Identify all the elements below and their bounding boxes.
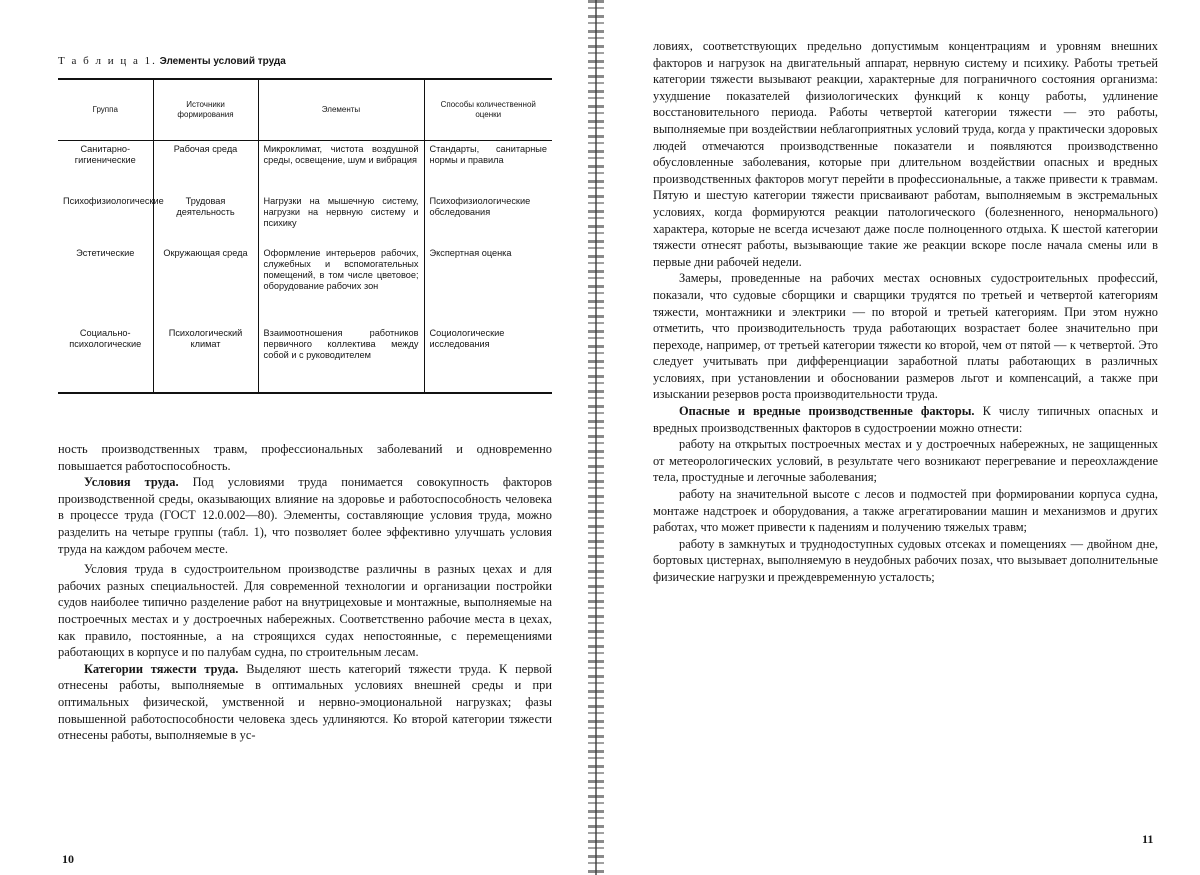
table-cell-method: Психофизиологические обследования (424, 193, 552, 245)
page-number: 10 (62, 852, 74, 866)
table-cell-method: Социологические исследования (424, 325, 552, 393)
table-cell-elements: Взаимоотношения работников первичного коллектива между собой и с руководителем (258, 325, 424, 393)
paragraph-text: К числу типичных опасных и вредных производственных факторов в судостроении можно отнести: (653, 404, 1158, 435)
paragraph: Замеры, проведенные на рабочих местах основных судостроительных профессий, показали, что судовые сборщики и сварщики трудятся по третьей и четвертой категориям тяжести, монтажники и электрики — по второй и третьей категориям. При этом нужно отметить, что производительность труда работающих возрастает более значительно при переходе, например, от третьей категории тяжести ко второй, чем от пятой — к четвертой. Это следует учитывать при дифференциации заработной платы работающих в различных условиях, при установлении и обосновании размеров льгот и компенсаций, а также при изыскании резервов роста производительности труда. (653, 271, 1158, 402)
table-header-cell: Способы количественной оценки (424, 79, 552, 141)
list-item: работу на значительной высоте с лесов и подмостей при формировании корпуса судна, монтаже надстроек и оборудования, а также агрегатировании машин и механизмов и других работах, что может привести к падениям и получению тяжелых травм; (653, 487, 1158, 535)
table-cell-elements: Оформление интерьеров рабочих, служебных и вспомогательных помещений, в том числе цветовое; оборудование рабочих зон (258, 245, 424, 325)
table-header-row (58, 79, 552, 141)
table-caption (58, 54, 558, 69)
table-header-cell: Элементы (258, 79, 424, 141)
table-row (58, 325, 552, 393)
page-number: 11 (1142, 832, 1154, 846)
table-caption-title: Элементы условий труда (159, 56, 286, 67)
paragraph-heading: Категории тяжести труда. (84, 661, 239, 676)
table-cell-source: Трудовая деятельность (153, 193, 258, 245)
paragraph (58, 661, 552, 744)
paragraph: ловиях, соответствующих предельно допустимым концентрациям и уровням внешних факторов и нагрузок на двигательный аппарат, нервную систему и психику. Работы третьей категории тяжести вызывают реакции, характерные для пограничного состояния организма: ухудшение показателей физиологических функций к концу работы, удлинение восстановительного периода. Работы четвертой категории тяжести — это работы, выполняемые при воздействии неблагоприятных условий труда, когда у практически здоровых людей отмечаются производственные показатели и появляются производственно обусловленные заболевания, которые при длительном воздействии опасных и вредных производственных факторов могут перейти в профессиональные, а также привести к травмам. Пятую и шестую категории тяжести присваивают работам, выполняемым в экстремальных условиях, когда формируются реакции патологического (болезненного, ненормального) характера, которые не всегда исчезают даже после полноценного отдыха. К шестой категории тяжести отнесят работы, вызывающие такие же реакции вскоре после начала смены или в первые дни рабочей недели. (653, 39, 1158, 269)
list-item: работу в замкнутых и труднодоступных судовых отсеках и помещениях — двойном дне, бортовых цистернах, выполняемую в неудобных рабочих позах, что вызывает дополнительные физические нагрузки и преждевременную усталость; (653, 536, 1158, 584)
paragraph-heading: Опасные и вредные производственные факторы. (679, 404, 975, 419)
paragraph (58, 474, 552, 557)
paragraph-text: Под условиями труда понимается совокупность факторов производственной среды, оказывающих влияние на здоровье и работоспособность человека в процессе труда (ГОСТ 12.0.002—80). Элементы, составляющие условия труда, можно разделить на четыре группы (табл. 1), что позволяет более эффективно улучшать условия труда на каждом рабочем месте. (58, 475, 552, 556)
table-cell-elements: Микроклимат, чистота воздушной среды, освещение, шум и вибрация (258, 141, 424, 193)
working-conditions-table (58, 78, 552, 394)
table-cell-group: Эстетические (76, 247, 135, 258)
table-header-cell: Источники формирования (153, 79, 258, 141)
table-cell-group: Социально-психологические (69, 327, 142, 349)
paragraph-heading: Условия труда. (84, 475, 179, 490)
paragraph (653, 403, 1158, 436)
table-caption-label: Т а б л и ц а 1. (58, 55, 157, 67)
left-page-body (58, 441, 552, 744)
table-cell-source: Рабочая среда (153, 141, 258, 193)
table-cell-group: Психофизиологические (63, 195, 164, 206)
paragraph: ность производственных травм, профессиональных заболеваний и одновременно повышается работоспособность. (58, 442, 552, 473)
table-row (58, 141, 552, 193)
table-cell-method: Экспертная оценка (424, 245, 552, 325)
table-row (58, 245, 552, 325)
table-cell-method: Стандарты, санитарные нормы и правила (424, 141, 552, 193)
paragraph-text: Выделяют шесть категорий тяжести труда. К первой отнесены работы, выполняемые в оптимальных условиях внешней среды и при оптимальных физической, умственной и нервно-эмоциональной нагрузках; фазы повышенной работоспособности человека здесь удлиняются. Ко второй категории тяжести отнесены работы, выполняемые в ус- (58, 661, 552, 743)
table-cell-elements: Нагрузки на мышечную систему, нагрузки на нервную систему и психику (258, 193, 424, 245)
list-item: работу на открытых построечных местах и у достроечных набережных, не защищенных от метеорологических условий, в результате чего возникают перегревание и переохлаждение тела, простудные и легочные заболевания; (653, 437, 1158, 485)
table-header-cell: Группа (92, 105, 118, 114)
table-cell-source: Психологический климат (153, 325, 258, 393)
book-spine-line (595, 0, 597, 875)
table-cell-source: Окружающая среда (153, 245, 258, 325)
table-row (58, 193, 552, 245)
left-page (0, 0, 590, 875)
table-cell-group: Санитарно-гигиенические (74, 144, 136, 165)
paragraph: Условия труда в судостроительном производстве различны в разных цехах и для рабочих разных специальностей. Для современной технологии и организации постройки судов наиболее типично разделение работ на внутрицеховые и монтажные, выполняемые на построечных местах и у достроечных набережных. Соответственно рабочие места в цехах, как правило, постоянные, а на строящихся судах непостоянные, с перемещениями работающих в корпусе и по палубам судна, по строительным лесам. (58, 562, 552, 660)
right-page-body (653, 38, 1158, 586)
